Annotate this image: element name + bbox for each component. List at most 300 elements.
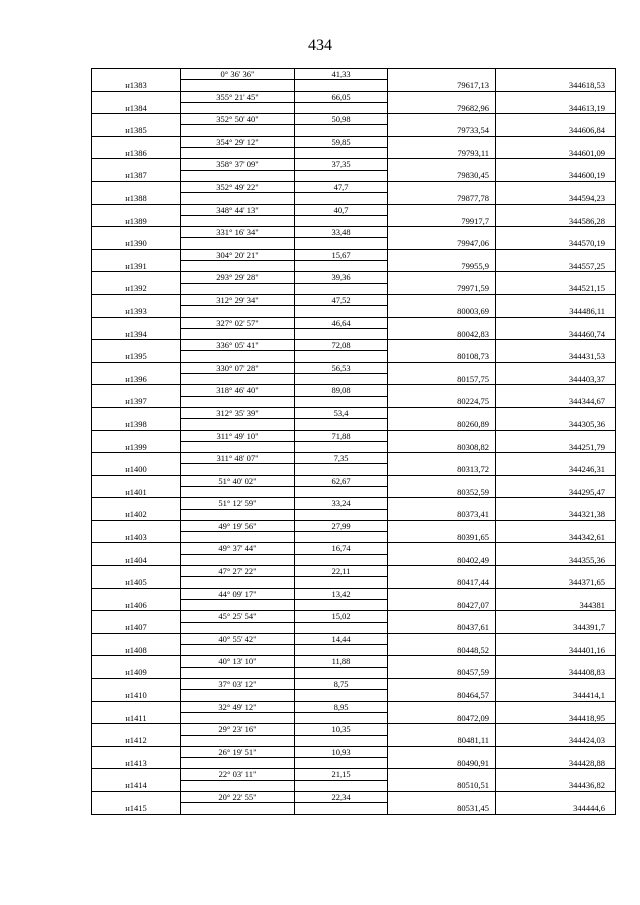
- segment-length-cell: 37,35: [295, 159, 388, 170]
- x-coordinate-cell: 79682,96: [388, 102, 496, 113]
- direction-angle-cell: [181, 486, 295, 497]
- x-coordinate-cell: [388, 701, 496, 712]
- segment-row: [92, 769, 616, 780]
- direction-angle-cell: 312° 35' 39": [181, 407, 295, 418]
- point-name-cell: [92, 475, 181, 486]
- point-name-cell: [92, 91, 181, 102]
- x-coordinate-cell: 79830,45: [388, 170, 496, 181]
- direction-angle-cell: [181, 215, 295, 226]
- point-name-cell: н1401: [92, 486, 181, 497]
- point-row: [92, 125, 616, 136]
- y-coordinate-cell: [496, 769, 616, 780]
- direction-angle-cell: [181, 419, 295, 430]
- x-coordinate-cell: 80373,41: [388, 509, 496, 520]
- point-name-cell: н1414: [92, 780, 181, 791]
- point-row: [92, 261, 616, 272]
- y-coordinate-cell: 344418,95: [496, 712, 616, 723]
- x-coordinate-cell: 80003,69: [388, 306, 496, 317]
- segment-length-cell: [295, 735, 388, 746]
- direction-angle-cell: [181, 645, 295, 656]
- point-name-cell: н1406: [92, 599, 181, 610]
- y-coordinate-cell: [496, 136, 616, 147]
- point-name-cell: [92, 746, 181, 757]
- y-coordinate-cell: [496, 566, 616, 577]
- segment-length-cell: 8,75: [295, 679, 388, 690]
- x-coordinate-cell: 79733,54: [388, 125, 496, 136]
- direction-angle-cell: [181, 509, 295, 520]
- direction-angle-cell: 37° 03' 12": [181, 679, 295, 690]
- segment-length-cell: [295, 261, 388, 272]
- x-coordinate-cell: 80448,52: [388, 645, 496, 656]
- segment-row: [92, 566, 616, 577]
- y-coordinate-cell: 344344,67: [496, 396, 616, 407]
- segment-length-cell: 10,93: [295, 746, 388, 757]
- segment-length-cell: 56,53: [295, 362, 388, 373]
- point-name-cell: [92, 227, 181, 238]
- segment-length-cell: [295, 441, 388, 452]
- segment-length-cell: 15,67: [295, 249, 388, 260]
- y-coordinate-cell: [496, 430, 616, 441]
- direction-angle-cell: 355° 21' 45": [181, 91, 295, 102]
- y-coordinate-cell: 344251,79: [496, 441, 616, 452]
- direction-angle-cell: [181, 690, 295, 701]
- point-row: [92, 486, 616, 497]
- x-coordinate-cell: 80308,82: [388, 441, 496, 452]
- direction-angle-cell: 49° 37' 44": [181, 543, 295, 554]
- point-name-cell: [92, 294, 181, 305]
- direction-angle-cell: 311° 49' 10": [181, 430, 295, 441]
- point-name-cell: н1398: [92, 419, 181, 430]
- direction-angle-cell: 22° 03' 11": [181, 769, 295, 780]
- direction-angle-cell: [181, 80, 295, 91]
- segment-row: [92, 498, 616, 509]
- segment-row: [92, 181, 616, 192]
- segment-row: [92, 385, 616, 396]
- segment-row: [92, 159, 616, 170]
- y-coordinate-cell: 344460,74: [496, 328, 616, 339]
- x-coordinate-cell: [388, 407, 496, 418]
- point-row: [92, 803, 616, 814]
- segment-row: [92, 453, 616, 464]
- direction-angle-cell: [181, 306, 295, 317]
- x-coordinate-cell: 80427,07: [388, 599, 496, 610]
- segment-row: [92, 204, 616, 215]
- segment-length-cell: 15,02: [295, 611, 388, 622]
- direction-angle-cell: 358° 37' 09": [181, 159, 295, 170]
- x-coordinate-cell: [388, 724, 496, 735]
- y-coordinate-cell: [496, 746, 616, 757]
- direction-angle-cell: [181, 193, 295, 204]
- x-coordinate-cell: [388, 430, 496, 441]
- point-row: [92, 306, 616, 317]
- point-name-cell: н1402: [92, 509, 181, 520]
- segment-length-cell: [295, 306, 388, 317]
- x-coordinate-cell: 80402,49: [388, 554, 496, 565]
- point-row: [92, 148, 616, 159]
- y-coordinate-cell: [496, 656, 616, 667]
- y-coordinate-cell: 344414,1: [496, 690, 616, 701]
- point-name-cell: [92, 362, 181, 373]
- direction-angle-cell: [181, 803, 295, 814]
- x-coordinate-cell: [388, 679, 496, 690]
- segment-length-cell: [295, 599, 388, 610]
- x-coordinate-cell: [388, 588, 496, 599]
- direction-angle-cell: [181, 554, 295, 565]
- y-coordinate-cell: [496, 724, 616, 735]
- page-number: 434: [308, 37, 332, 54]
- point-name-cell: н1393: [92, 306, 181, 317]
- x-coordinate-cell: 79971,59: [388, 283, 496, 294]
- y-coordinate-cell: [496, 792, 616, 803]
- segment-length-cell: [295, 238, 388, 249]
- segment-length-cell: [295, 532, 388, 543]
- x-coordinate-cell: 79877,78: [388, 193, 496, 204]
- point-name-cell: [92, 769, 181, 780]
- segment-length-cell: 39,36: [295, 272, 388, 283]
- point-name-cell: н1396: [92, 374, 181, 385]
- y-coordinate-cell: [496, 385, 616, 396]
- segment-length-cell: 71,88: [295, 430, 388, 441]
- y-coordinate-cell: 344486,11: [496, 306, 616, 317]
- direction-angle-cell: 40° 55' 42": [181, 633, 295, 644]
- x-coordinate-cell: [388, 498, 496, 509]
- y-coordinate-cell: [496, 272, 616, 283]
- direction-angle-cell: 47° 27' 22": [181, 566, 295, 577]
- y-coordinate-cell: [496, 362, 616, 373]
- segment-length-cell: 11,88: [295, 656, 388, 667]
- direction-angle-cell: 311° 48' 07": [181, 453, 295, 464]
- point-row: [92, 532, 616, 543]
- segment-length-cell: 27,99: [295, 520, 388, 531]
- segment-length-cell: 22,11: [295, 566, 388, 577]
- segment-row: [92, 136, 616, 147]
- segment-length-cell: [295, 328, 388, 339]
- point-name-cell: н1392: [92, 283, 181, 294]
- x-coordinate-cell: 79947,06: [388, 238, 496, 249]
- point-row: [92, 419, 616, 430]
- direction-angle-cell: [181, 577, 295, 588]
- segment-length-cell: 41,33: [295, 69, 388, 80]
- y-coordinate-cell: 344424,03: [496, 735, 616, 746]
- segment-length-cell: [295, 80, 388, 91]
- direction-angle-cell: 49° 19' 56": [181, 520, 295, 531]
- x-coordinate-cell: [388, 792, 496, 803]
- y-coordinate-cell: [496, 294, 616, 305]
- point-name-cell: н1383: [92, 80, 181, 91]
- x-coordinate-cell: 80481,11: [388, 735, 496, 746]
- point-name-cell: [92, 272, 181, 283]
- segment-row: [92, 656, 616, 667]
- point-row: [92, 193, 616, 204]
- segment-row: [92, 362, 616, 373]
- segment-length-cell: [295, 396, 388, 407]
- direction-angle-cell: [181, 464, 295, 475]
- segment-row: [92, 679, 616, 690]
- point-row: [92, 396, 616, 407]
- y-coordinate-cell: 344305,36: [496, 419, 616, 430]
- y-coordinate-cell: 344436,82: [496, 780, 616, 791]
- direction-angle-cell: 330° 07' 28": [181, 362, 295, 373]
- segment-length-cell: [295, 486, 388, 497]
- y-coordinate-cell: 344594,23: [496, 193, 616, 204]
- direction-angle-cell: 29° 23' 16": [181, 724, 295, 735]
- segment-length-cell: 14,44: [295, 633, 388, 644]
- x-coordinate-cell: [388, 520, 496, 531]
- point-name-cell: [92, 204, 181, 215]
- y-coordinate-cell: [496, 317, 616, 328]
- y-coordinate-cell: [496, 249, 616, 260]
- point-name-cell: н1399: [92, 441, 181, 452]
- x-coordinate-cell: [388, 453, 496, 464]
- y-coordinate-cell: 344600,19: [496, 170, 616, 181]
- segment-row: [92, 475, 616, 486]
- x-coordinate-cell: 80510,51: [388, 780, 496, 791]
- direction-angle-cell: 0° 36' 36": [181, 69, 295, 80]
- segment-row: [92, 91, 616, 102]
- x-coordinate-cell: 80464,57: [388, 690, 496, 701]
- segment-length-cell: 22,34: [295, 792, 388, 803]
- x-coordinate-cell: 80042,83: [388, 328, 496, 339]
- segment-length-cell: 13,42: [295, 588, 388, 599]
- direction-angle-cell: 51° 40' 02": [181, 475, 295, 486]
- point-row: [92, 758, 616, 769]
- y-coordinate-cell: [496, 588, 616, 599]
- segment-row: [92, 611, 616, 622]
- segment-length-cell: 7,35: [295, 453, 388, 464]
- x-coordinate-cell: 80108,73: [388, 351, 496, 362]
- point-name-cell: н1389: [92, 215, 181, 226]
- point-name-cell: [92, 588, 181, 599]
- x-coordinate-cell: [388, 656, 496, 667]
- direction-angle-cell: [181, 238, 295, 249]
- point-name-cell: н1411: [92, 712, 181, 723]
- direction-angle-cell: [181, 396, 295, 407]
- direction-angle-cell: 20° 22' 55": [181, 792, 295, 803]
- segment-length-cell: [295, 712, 388, 723]
- point-name-cell: н1397: [92, 396, 181, 407]
- direction-angle-cell: 327° 02' 57": [181, 317, 295, 328]
- point-row: [92, 238, 616, 249]
- point-name-cell: н1412: [92, 735, 181, 746]
- direction-angle-cell: [181, 170, 295, 181]
- x-coordinate-cell: [388, 159, 496, 170]
- y-coordinate-cell: 344401,16: [496, 645, 616, 656]
- point-name-cell: [92, 633, 181, 644]
- point-name-cell: н1409: [92, 667, 181, 678]
- y-coordinate-cell: 344295,47: [496, 486, 616, 497]
- x-coordinate-cell: [388, 611, 496, 622]
- point-name-cell: н1395: [92, 351, 181, 362]
- y-coordinate-cell: [496, 114, 616, 125]
- point-row: [92, 464, 616, 475]
- point-name-cell: [92, 724, 181, 735]
- point-row: [92, 328, 616, 339]
- x-coordinate-cell: 79955,9: [388, 261, 496, 272]
- segment-row: [92, 69, 616, 80]
- point-row: [92, 374, 616, 385]
- point-name-cell: н1400: [92, 464, 181, 475]
- y-coordinate-cell: 344403,37: [496, 374, 616, 385]
- point-name-cell: [92, 317, 181, 328]
- point-name-cell: [92, 611, 181, 622]
- y-coordinate-cell: [496, 407, 616, 418]
- x-coordinate-cell: [388, 227, 496, 238]
- x-coordinate-cell: [388, 340, 496, 351]
- segment-length-cell: 66,05: [295, 91, 388, 102]
- segment-row: [92, 724, 616, 735]
- direction-angle-cell: 352° 49' 22": [181, 181, 295, 192]
- segment-length-cell: 21,15: [295, 769, 388, 780]
- point-row: [92, 80, 616, 91]
- direction-angle-cell: [181, 328, 295, 339]
- x-coordinate-cell: [388, 317, 496, 328]
- direction-angle-cell: 336° 05' 41": [181, 340, 295, 351]
- direction-angle-cell: [181, 758, 295, 769]
- x-coordinate-cell: 80490,91: [388, 758, 496, 769]
- x-coordinate-cell: [388, 362, 496, 373]
- direction-angle-cell: 40° 13' 10": [181, 656, 295, 667]
- y-coordinate-cell: [496, 475, 616, 486]
- segment-length-cell: 47,7: [295, 181, 388, 192]
- direction-angle-cell: [181, 374, 295, 385]
- segment-length-cell: 59,85: [295, 136, 388, 147]
- point-name-cell: [92, 566, 181, 577]
- point-name-cell: [92, 701, 181, 712]
- x-coordinate-cell: 80417,44: [388, 577, 496, 588]
- point-name-cell: [92, 679, 181, 690]
- x-coordinate-cell: [388, 566, 496, 577]
- segment-row: [92, 317, 616, 328]
- y-coordinate-cell: 344586,28: [496, 215, 616, 226]
- y-coordinate-cell: [496, 633, 616, 644]
- segment-length-cell: [295, 803, 388, 814]
- y-coordinate-cell: [496, 543, 616, 554]
- y-coordinate-cell: 344371,65: [496, 577, 616, 588]
- y-coordinate-cell: 344391,7: [496, 622, 616, 633]
- x-coordinate-cell: 80313,72: [388, 464, 496, 475]
- point-row: [92, 102, 616, 113]
- y-coordinate-cell: 344321,38: [496, 509, 616, 520]
- point-name-cell: [92, 385, 181, 396]
- segment-length-cell: 62,67: [295, 475, 388, 486]
- direction-angle-cell: [181, 712, 295, 723]
- segment-length-cell: [295, 509, 388, 520]
- y-coordinate-cell: 344408,83: [496, 667, 616, 678]
- direction-angle-cell: 32° 49' 12": [181, 701, 295, 712]
- x-coordinate-cell: 79793,11: [388, 148, 496, 159]
- direction-angle-cell: [181, 599, 295, 610]
- y-coordinate-cell: [496, 701, 616, 712]
- segment-row: [92, 792, 616, 803]
- segment-length-cell: [295, 148, 388, 159]
- point-name-cell: н1386: [92, 148, 181, 159]
- direction-angle-cell: 293° 29' 28": [181, 272, 295, 283]
- y-coordinate-cell: 344613,19: [496, 102, 616, 113]
- segment-length-cell: [295, 464, 388, 475]
- segment-row: [92, 227, 616, 238]
- y-coordinate-cell: 344521,15: [496, 283, 616, 294]
- direction-angle-cell: 348° 44' 13": [181, 204, 295, 215]
- y-coordinate-cell: [496, 611, 616, 622]
- x-coordinate-cell: 80531,45: [388, 803, 496, 814]
- point-name-cell: н1408: [92, 645, 181, 656]
- y-coordinate-cell: 344444,6: [496, 803, 616, 814]
- point-name-cell: [92, 69, 181, 80]
- segment-length-cell: 10,35: [295, 724, 388, 735]
- y-coordinate-cell: [496, 679, 616, 690]
- segment-length-cell: 72,08: [295, 340, 388, 351]
- point-row: [92, 215, 616, 226]
- direction-angle-cell: 44° 09' 17": [181, 588, 295, 599]
- x-coordinate-cell: [388, 204, 496, 215]
- point-row: [92, 441, 616, 452]
- x-coordinate-cell: [388, 294, 496, 305]
- segment-length-cell: 46,64: [295, 317, 388, 328]
- y-coordinate-cell: 344246,31: [496, 464, 616, 475]
- point-name-cell: [92, 340, 181, 351]
- y-coordinate-cell: 344342,61: [496, 532, 616, 543]
- point-row: [92, 690, 616, 701]
- segment-length-cell: 40,7: [295, 204, 388, 215]
- point-name-cell: [92, 792, 181, 803]
- segment-length-cell: 16,74: [295, 543, 388, 554]
- direction-angle-cell: [181, 532, 295, 543]
- x-coordinate-cell: [388, 475, 496, 486]
- x-coordinate-cell: [388, 136, 496, 147]
- point-name-cell: [92, 159, 181, 170]
- point-name-cell: н1390: [92, 238, 181, 249]
- y-coordinate-cell: [496, 91, 616, 102]
- segment-row: [92, 407, 616, 418]
- direction-angle-cell: 318° 46' 40": [181, 385, 295, 396]
- direction-angle-cell: 331° 16' 34": [181, 227, 295, 238]
- segment-row: [92, 114, 616, 125]
- segment-length-cell: [295, 351, 388, 362]
- direction-angle-cell: [181, 780, 295, 791]
- point-name-cell: н1405: [92, 577, 181, 588]
- segment-row: [92, 588, 616, 599]
- coordinates-table: [91, 68, 616, 815]
- x-coordinate-cell: [388, 272, 496, 283]
- direction-angle-cell: [181, 441, 295, 452]
- point-name-cell: [92, 181, 181, 192]
- point-name-cell: н1385: [92, 125, 181, 136]
- x-coordinate-cell: [388, 181, 496, 192]
- direction-angle-cell: 312° 29' 34": [181, 294, 295, 305]
- segment-row: [92, 701, 616, 712]
- segment-length-cell: [295, 419, 388, 430]
- x-coordinate-cell: 80224,75: [388, 396, 496, 407]
- y-coordinate-cell: [496, 69, 616, 80]
- segment-row: [92, 294, 616, 305]
- x-coordinate-cell: [388, 543, 496, 554]
- segment-length-cell: 47,52: [295, 294, 388, 305]
- point-row: [92, 577, 616, 588]
- point-row: [92, 735, 616, 746]
- segment-length-cell: [295, 577, 388, 588]
- y-coordinate-cell: 344557,25: [496, 261, 616, 272]
- segment-length-cell: 53,4: [295, 407, 388, 418]
- segment-row: [92, 746, 616, 757]
- segment-length-cell: [295, 193, 388, 204]
- x-coordinate-cell: 79617,13: [388, 80, 496, 91]
- direction-angle-cell: 352° 50' 40": [181, 114, 295, 125]
- y-coordinate-cell: 344618,53: [496, 80, 616, 91]
- y-coordinate-cell: 344570,19: [496, 238, 616, 249]
- point-row: [92, 554, 616, 565]
- point-row: [92, 667, 616, 678]
- x-coordinate-cell: 80260,89: [388, 419, 496, 430]
